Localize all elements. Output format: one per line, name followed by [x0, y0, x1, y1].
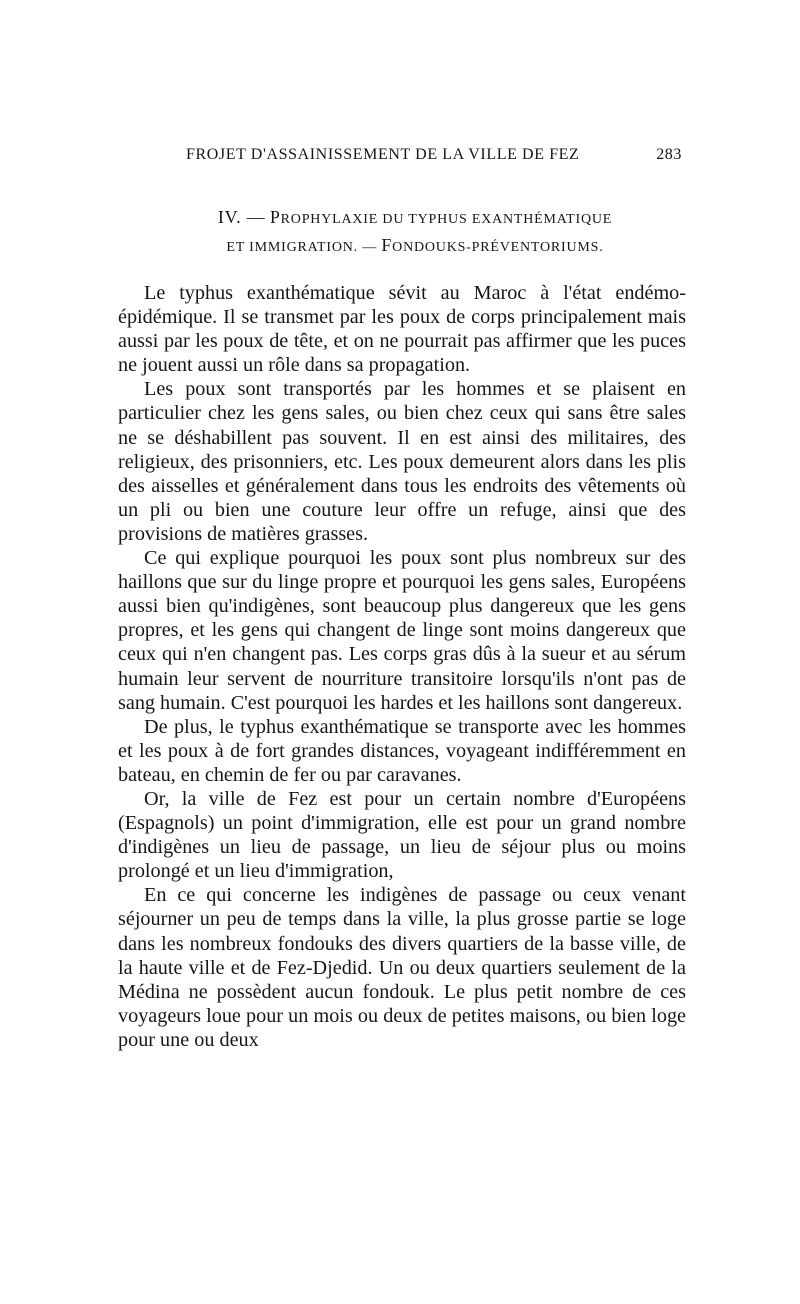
paragraph: Ce qui explique pourquoi les poux sont plus nombreux sur des haillons que sur du linge propre et pourquoi les gens sales, Européens aussi bien qu'indigènes, sont beaucoup plus dangereux que les gens propres, et les gens qui changent de linge sont moins dangereux que ceux qui n'en changent pas. Les corps gras dûs à la sueur et au sérum humain leur servent de nourriture transitoire lorsqu'ils n'ont pas de sang humain. C'est pourquoi les hardes et les haillons sont dangereux. — [118, 547, 686, 714]
running-title: FROJET D'ASSAINISSEMENT DE LA VILLE DE FEZ — [186, 146, 580, 163]
section-heading-line-1 — [150, 207, 680, 228]
section-title-rest-2: ONDOUKS-PRÉVENTORIUMS. — [392, 240, 604, 255]
section-title-initial-f: F — [381, 235, 393, 255]
paragraph: De plus, le typhus exanthématique se transporte avec les hommes et les poux à de fort grandes distances, voyageant indifféremment en bateau, en chemin de fer ou par caravanes. — [118, 715, 686, 786]
paragraph: Le typhus exanthématique sévit au Maroc à l'état endémo-épidémique. Il se transmet par les poux de corps principalement mais aussi par les poux de tête, et on ne pourrait pas affirmer que les puces ne jouent aussi un rôle dans sa propagation. — [118, 282, 686, 377]
section-title-line2-a: ET IMMIGRATION. — — [226, 240, 382, 255]
running-head — [186, 146, 682, 170]
section-title-rest-1: ROPHYLAXIE DU TYPHUS EXANTHÉMATIQUE — [280, 212, 613, 227]
body-text — [118, 281, 686, 1052]
paragraph: Les poux sont transportés par les hommes et se plaisent en particulier chez les gens sales, ou bien chez ceux qui sans être sales ne se déshabillent pas souvent. Il en est ainsi des militaires, des religieux, des prisonniers, etc. Les poux demeurent alors dans les plis des aisselles et généralement dans tous les endroits des vêtements où un pli ou bien une couture leur offre un refuge, ainsi que des provisions de matières grasses. — [118, 378, 686, 545]
section-numeral: IV. — — [217, 207, 266, 227]
section-heading-line-2 — [150, 235, 680, 256]
section-title-initial-p: P — [269, 207, 281, 227]
paragraph: Or, la ville de Fez est pour un certain nombre d'Européens (Espagnols) un point d'immigration, elle est pour un grand nombre d'indigènes un lieu de passage, un lieu de séjour plus ou moins prolongé et un lieu d'immigration, — [118, 787, 686, 883]
paragraph: En ce qui concerne les indigènes de passage ou ceux venant séjourner un peu de temps dans la ville, la plus grosse partie se loge dans les nombreux fondouks des divers quartiers de la basse ville, de la haute ville et de Fez-Djedid. Un ou deux quartiers seulement de la Médina ne possèdent aucun fondouk. Le plus petit nombre de ces voyageurs loue pour un mois ou deux de petites maisons, ou bien loge pour une ou deux — [118, 884, 686, 1051]
page-number: 283 — [656, 146, 682, 163]
